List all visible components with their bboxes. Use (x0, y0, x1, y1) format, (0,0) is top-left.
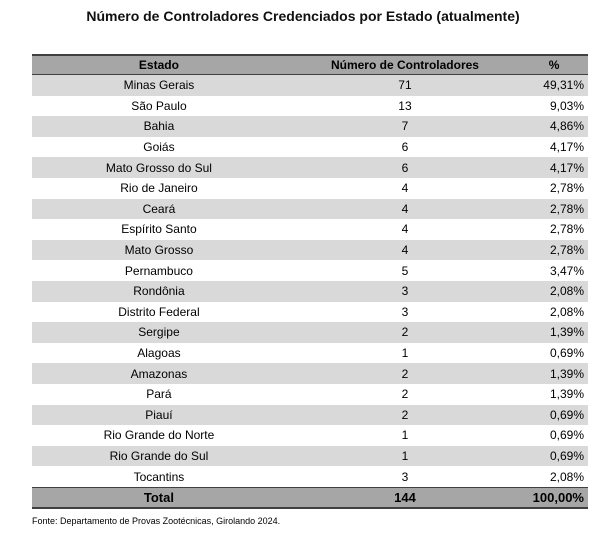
total-row (32, 487, 588, 508)
cell-numero: 71 (286, 75, 524, 96)
cell-percent: 2,08% (524, 302, 588, 323)
table-row (32, 425, 588, 446)
table-row (32, 466, 588, 487)
cell-percent: 2,08% (524, 466, 588, 487)
cell-estado: Mato Grosso do Sul (32, 157, 286, 178)
cell-percent: 0,69% (524, 405, 588, 426)
cell-estado: Piauí (32, 405, 286, 426)
cell-estado: Distrito Federal (32, 302, 286, 323)
cell-numero: 13 (286, 96, 524, 117)
table-row (32, 446, 588, 467)
table-row (32, 219, 588, 240)
cell-estado: Rio de Janeiro (32, 178, 286, 199)
header-row (32, 55, 588, 75)
cell-numero: 1 (286, 446, 524, 467)
cell-estado: Espírito Santo (32, 219, 286, 240)
cell-percent: 4,86% (524, 116, 588, 137)
cell-estado: Pará (32, 384, 286, 405)
column-header-percent: % (524, 55, 588, 75)
table-row (32, 260, 588, 281)
table-title: Número de Controladores Credenciados por Estado (atualmente) (86, 8, 520, 24)
table-row (32, 240, 588, 261)
cell-numero: 5 (286, 260, 524, 281)
cell-numero: 2 (286, 405, 524, 426)
controllers-table (32, 54, 588, 509)
total-number: 144 (286, 487, 524, 508)
table-body (32, 75, 588, 488)
cell-numero: 3 (286, 466, 524, 487)
cell-numero: 1 (286, 425, 524, 446)
cell-percent: 2,78% (524, 240, 588, 261)
cell-percent: 0,69% (524, 446, 588, 467)
cell-estado: Rondônia (32, 281, 286, 302)
cell-percent: 2,78% (524, 219, 588, 240)
cell-estado: Minas Gerais (32, 75, 286, 96)
table-row (32, 322, 588, 343)
cell-estado: Mato Grosso (32, 240, 286, 261)
cell-estado: Alagoas (32, 343, 286, 364)
cell-numero: 2 (286, 384, 524, 405)
cell-numero: 7 (286, 116, 524, 137)
cell-estado: Tocantins (32, 466, 286, 487)
column-header-estado: Estado (32, 55, 286, 75)
table-row (32, 363, 588, 384)
cell-numero: 6 (286, 137, 524, 158)
cell-estado: Bahia (32, 116, 286, 137)
cell-percent: 0,69% (524, 343, 588, 364)
cell-estado: Sergipe (32, 322, 286, 343)
cell-numero: 4 (286, 219, 524, 240)
table-row (32, 343, 588, 364)
cell-percent: 4,17% (524, 157, 588, 178)
cell-numero: 3 (286, 281, 524, 302)
cell-numero: 1 (286, 343, 524, 364)
cell-percent: 0,69% (524, 425, 588, 446)
table-row (32, 96, 588, 117)
cell-numero: 4 (286, 240, 524, 261)
table-row (32, 302, 588, 323)
cell-numero: 2 (286, 322, 524, 343)
cell-percent: 1,39% (524, 363, 588, 384)
cell-percent: 2,08% (524, 281, 588, 302)
cell-percent: 49,31% (524, 75, 588, 96)
cell-percent: 3,47% (524, 260, 588, 281)
table-row (32, 281, 588, 302)
cell-percent: 9,03% (524, 96, 588, 117)
cell-numero: 4 (286, 199, 524, 220)
cell-estado: Amazonas (32, 363, 286, 384)
cell-estado: Rio Grande do Norte (32, 425, 286, 446)
cell-estado: Goiás (32, 137, 286, 158)
cell-estado: Rio Grande do Sul (32, 446, 286, 467)
total-percent: 100,00% (524, 487, 588, 508)
cell-estado: Ceará (32, 199, 286, 220)
source-note: Fonte: Departamento de Provas Zootécnicas, Girolando 2024. (32, 516, 281, 526)
cell-percent: 2,78% (524, 178, 588, 199)
column-header-numero: Número de Controladores (286, 55, 524, 75)
cell-estado: São Paulo (32, 96, 286, 117)
cell-numero: 4 (286, 178, 524, 199)
table-row (32, 116, 588, 137)
cell-percent: 2,78% (524, 199, 588, 220)
cell-numero: 3 (286, 302, 524, 323)
cell-estado: Pernambuco (32, 260, 286, 281)
table-row (32, 137, 588, 158)
total-label: Total (32, 487, 286, 508)
cell-numero: 6 (286, 157, 524, 178)
table-row (32, 199, 588, 220)
cell-percent: 1,39% (524, 384, 588, 405)
table-row (32, 384, 588, 405)
table-row (32, 405, 588, 426)
cell-numero: 2 (286, 363, 524, 384)
cell-percent: 1,39% (524, 322, 588, 343)
table-row (32, 75, 588, 96)
cell-percent: 4,17% (524, 137, 588, 158)
table-row (32, 157, 588, 178)
table-row (32, 178, 588, 199)
